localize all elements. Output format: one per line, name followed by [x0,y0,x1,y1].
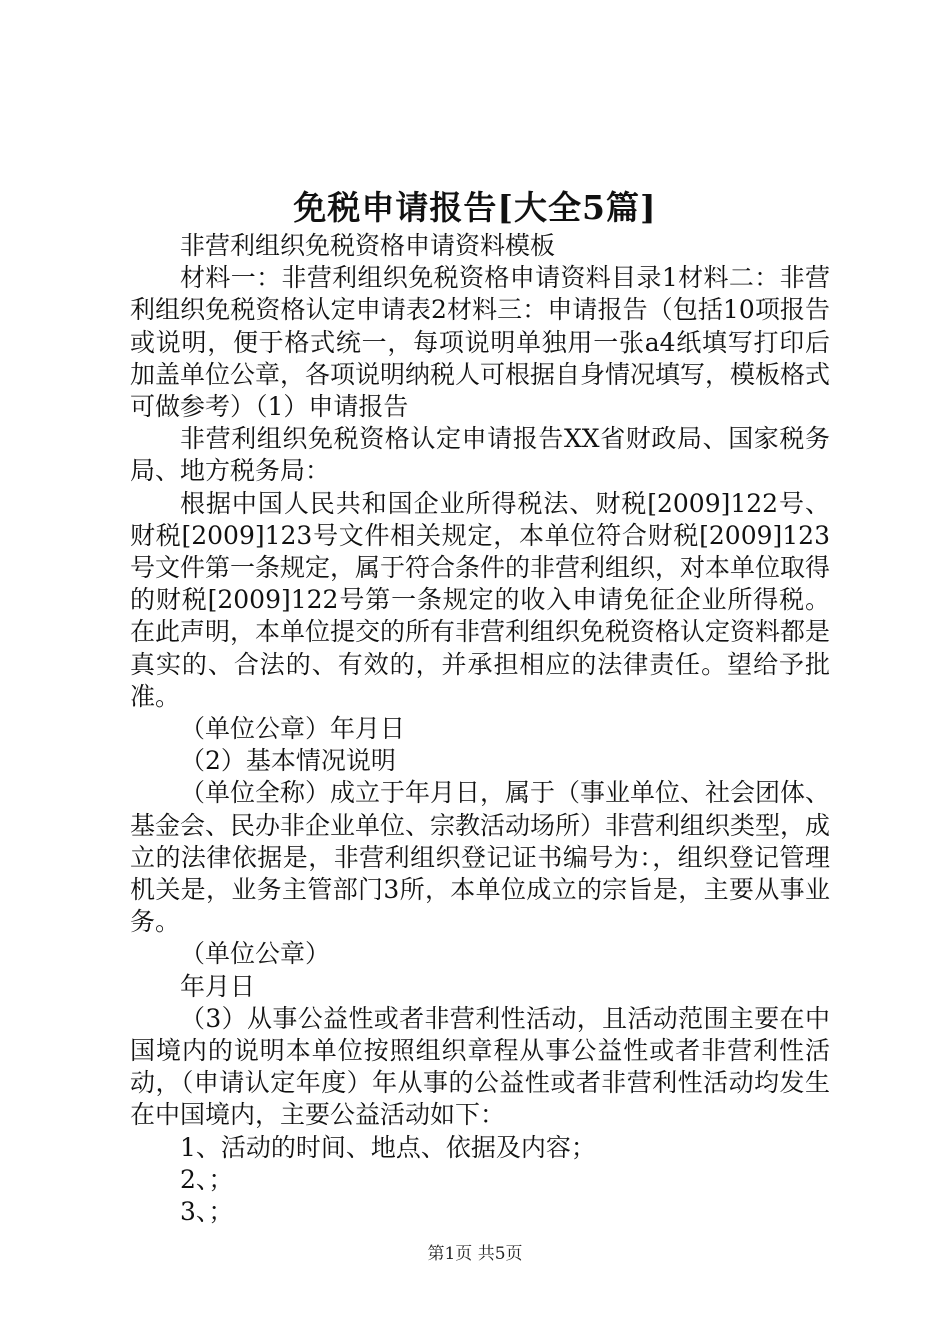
paragraph-basic-info-body: （单位全称）成立于年月日，属于（事业单位、社会团体、基金会、民办非企业单位、宗教活动场所）非营利组织类型，成立的法律依据是，非营利组织登记证书编号为：，组织登记管理机关是，业务主管部门3所，本单位成立的宗旨是，主要从事业务。 [130,778,831,937]
paragraph-report-body: 根据中国人民共和国企业所得税法、财税[2009]122号、财税[2009]123号文件相关规定，本单位符合财税[2009]123号文件第一条规定，属于符合条件的非营利组织，对本单位取得的财税[2009]122号第一条规定的收入申请免征企业所得税。在此声明，本单位提交的所有非营利组织免税资格认定资料都是真实的、合法的、有效的，并承担相应的法律责任。望给予批准。 [130,488,831,711]
document-body [130,230,830,1228]
page-footer: 第1页 共5页 [427,1244,523,1264]
list-item-activity-1: 1、活动的时间、地点、依据及内容； [180,1132,596,1162]
list-item-activity-3: 3、； [180,1197,234,1227]
paragraph-basic-info-heading: （2）基本情况说明 [180,746,396,776]
paragraph-seal-date-1: （单位公章）年月日 [180,714,406,744]
paragraph-materials-list: 材料一：非营利组织免税资格申请资料目录1材料二：非营利组织免税资格认定申请表2材料三：申请报告（包括10项报告或说明，便于格式统一，每项说明单独用一张a4纸填写打印后加盖单位公章，各项说明纳税人可根据自身情况填写，模板格式可做参考）（1）申请报告 [130,263,831,422]
paragraph-seal-2: （单位公章） [180,939,331,969]
paragraph-report-addressee: 非营利组织免税资格认定申请报告XX省财政局、国家税务局、地方税务局： [130,424,830,486]
document-title: 免税申请报告[大全5篇] [293,188,657,227]
paragraph-activities-statement: （3）从事公益性或者非营利性活动，且活动范围主要在中国境内的说明本单位按照组织章程从事公益性或者非营利性活动，（申请认定年度）年从事的公益性或者非营利性活动均发生在中国境内，主要公益活动如下： [130,1003,830,1130]
list-item-activity-2: 2、； [180,1164,234,1194]
paragraph-date-2: 年月日 [180,971,256,1001]
paragraph-template-heading: 非营利组织免税资格申请资料模板 [180,231,556,260]
